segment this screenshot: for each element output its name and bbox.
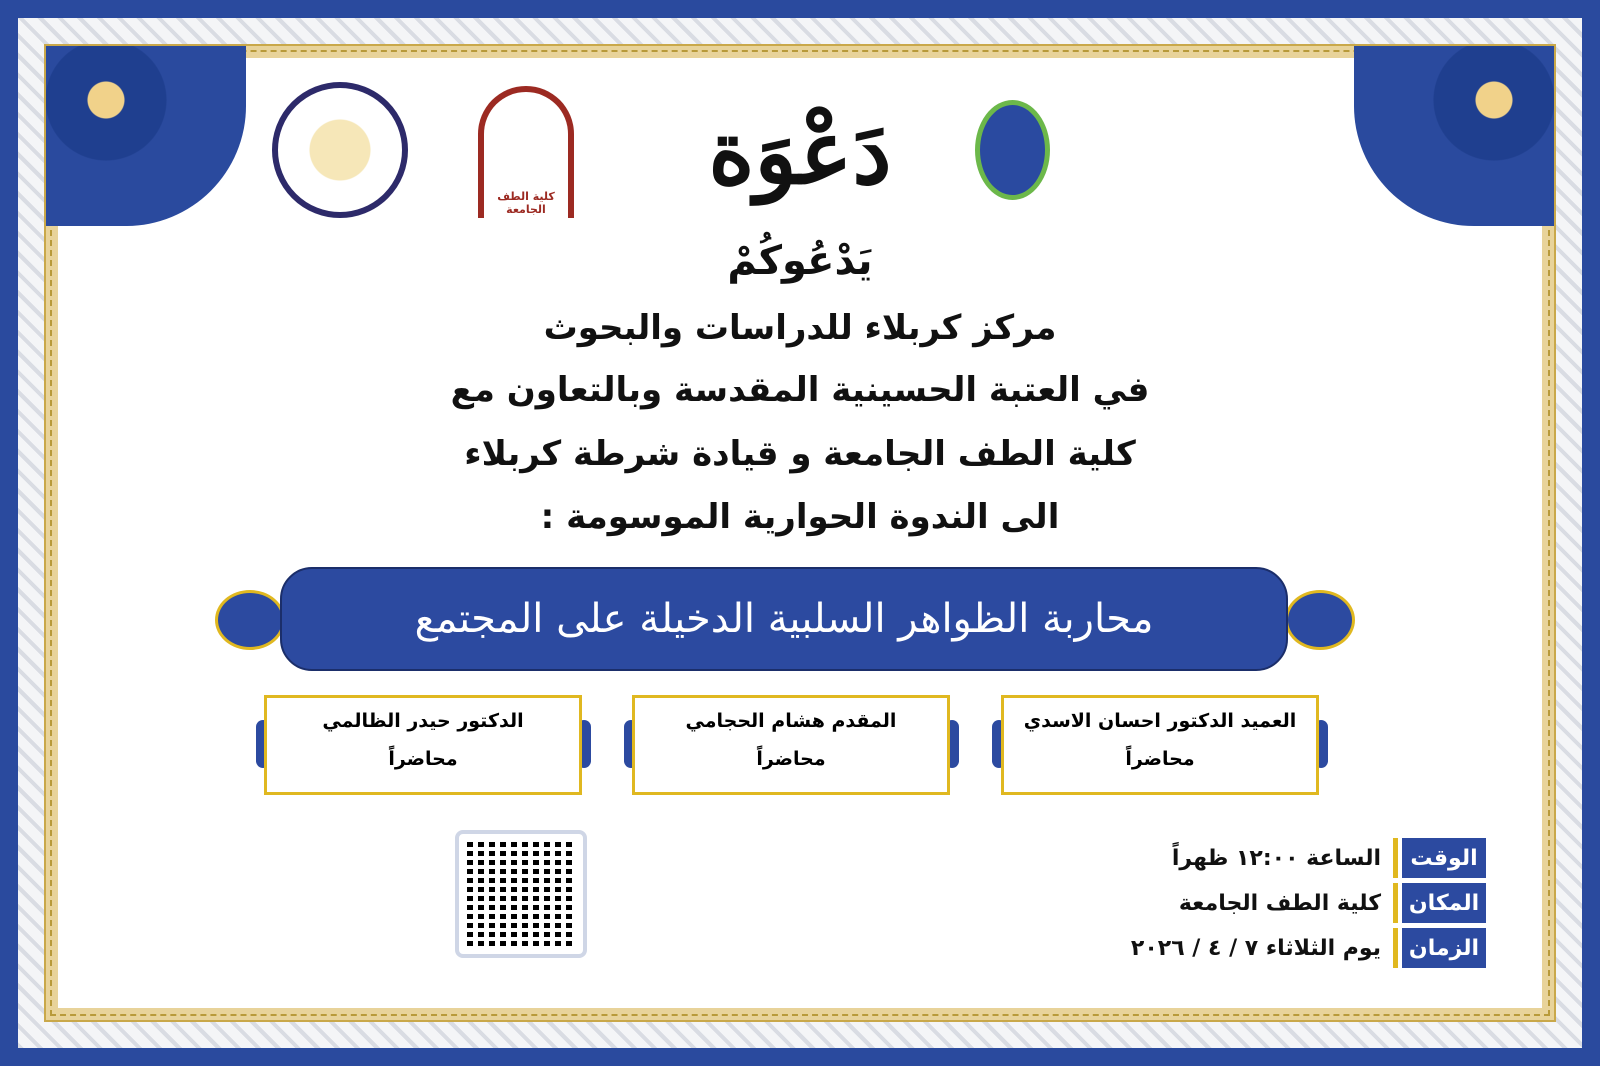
invites-text: يَدْعُوكُمْ (727, 238, 873, 284)
intro-line: مركز كربلاء للدراسات والبحوث (543, 308, 1057, 348)
detail-time (1172, 838, 1486, 878)
speaker-role: محاضراً (756, 748, 826, 770)
speaker-role: محاضراً (388, 748, 458, 770)
speaker-card (264, 695, 582, 795)
college-logo-text: كلية الطف الجامعة (497, 190, 555, 216)
speaker-name: الدكتور حيدر الظالمي (322, 710, 524, 732)
intro-line: كلية الطف الجامعة و قيادة شرطة كربلاء (464, 434, 1136, 474)
speaker-role: محاضراً (1125, 748, 1195, 770)
banner-ornament-icon (215, 590, 285, 650)
seminar-title: محاربة الظواهر السلبية الدخيلة على المجتمع (414, 596, 1154, 642)
speaker-name: المقدم هشام الحجامي (685, 710, 897, 732)
speaker-card (632, 695, 950, 795)
detail-value: يوم الثلاثاء ٧ / ٤ / ٢٠٢٦ (1130, 935, 1381, 961)
detail-label: الزمان (1402, 928, 1486, 968)
intro-line: الى الندوة الحوارية الموسومة : (540, 497, 1060, 537)
detail-label: المكان (1402, 883, 1486, 923)
banner-ornament-icon (1285, 590, 1355, 650)
qr-code[interactable] (455, 830, 587, 958)
detail-date (1131, 928, 1486, 968)
intro-line: في العتبة الحسينية المقدسة وبالتعاون مع (450, 370, 1150, 410)
detail-place (1179, 883, 1486, 923)
detail-value: كلية الطف الجامعة (1178, 890, 1381, 916)
seminar-title-banner (280, 567, 1288, 671)
invitation-title: دَعْوَة (708, 100, 892, 204)
speaker-card (1001, 695, 1319, 795)
detail-label: الوقت (1402, 838, 1486, 878)
speaker-name: العميد الدكتور احسان الاسدي (1023, 710, 1297, 732)
detail-value: الساعة ١٢:٠٠ ظهراً (1171, 845, 1381, 871)
